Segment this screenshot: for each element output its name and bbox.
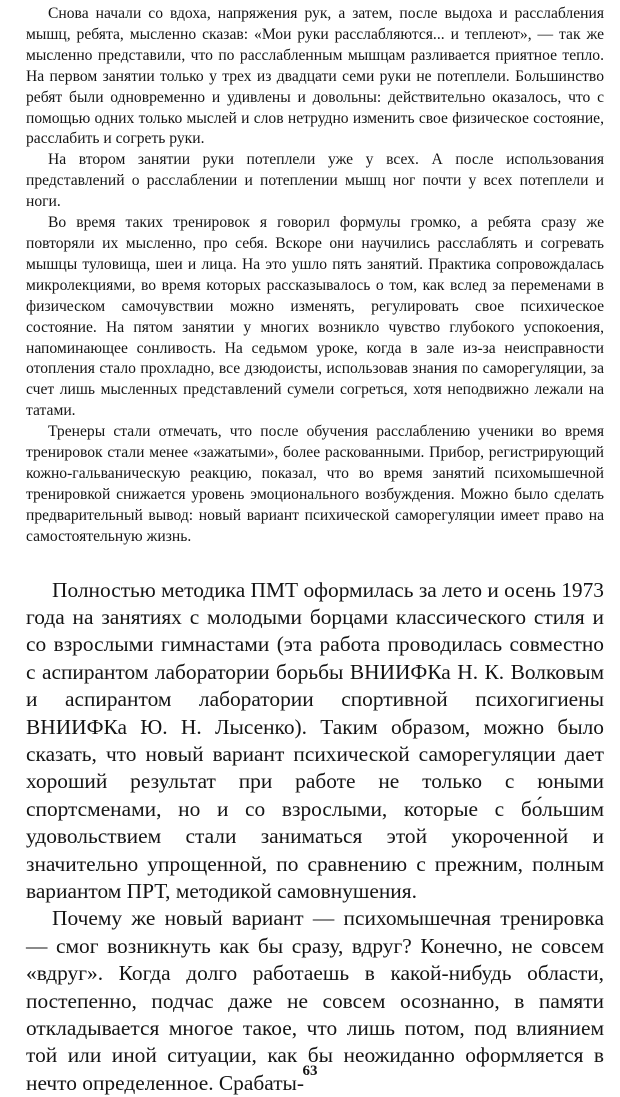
page-number: 63 bbox=[302, 1063, 318, 1079]
small-print-section bbox=[26, 4, 604, 548]
main-text-section bbox=[26, 577, 604, 1097]
paragraph: Снова начали со вдоха, напряжения рук, а затем, после выдоха и расслабления мышц, ребята, мысленно сказав: «Мои руки расслабляются... и теплеют», — так же мысленно представили, что по расслабленным мышцам разливается приятное тепло. На первом занятии только у трех из двадцати семи руки не потеплели. Большинство ребят были одновременно и удивлены и довольны: действительно оказалось, что с помощью одних только мыслей и слов нетрудно изменить свое физическое состояние, расслабить и согреть руки. bbox=[26, 5, 604, 148]
paragraph: Тренеры стали отмечать, что после обучения расслаблению ученики во время тренировок стали менее «зажатыми», более раскованными. Прибор, регистрирующий кожно-гальваническую реакцию, показал, что во время занятий психомышечной тренировкой снижается уровень эмоционального возбуждения. Можно было сделать предварительный вывод: новый вариант психической саморегуляции имеет право на самостоятельную жизнь. bbox=[26, 423, 604, 545]
paragraph: Почему же новый вариант — психомышечная тренировка — смог возникнуть как бы сразу, вдруг? Конечно, не совсем «вдруг». Когда долго работаешь в какой-нибудь области, постепенно, подчас даже не совсем осознанно, в памяти откладывается многое такое, что лишь потом, под влиянием той или иной ситуации, как бы неожиданно оформляется в нечто определенное. Срабаты- bbox=[26, 906, 604, 1095]
paragraph: На втором занятии руки потеплели уже у всех. А после использования представлений о расслаблении и потеплении мышц ног почти у всех потеплели и ноги. bbox=[26, 151, 604, 211]
paragraph: Во время таких тренировок я говорил формулы громко, а ребята сразу же повторяли их мысленно, про себя. Вскоре они научились расслаблять и согревать мышцы туловища, шеи и лица. На это ушло пять занятий. Практика сопровождалась микролекциями, во время которых рассказывалось о том, как вслед за переменами в физическом самочувствии можно изменять, регулировать свое психическое состояние. На пятом занятии у многих возникло чувство глубокого успокоения, напоминающее сонливость. На седьмом уроке, когда в зале из-за неисправности отопления стало прохладно, все дзюдоисты, использовав знания по саморегуляции, за счет лишь мысленных представлений сумели согреться, хотя неподвижно лежали на татами. bbox=[26, 214, 604, 420]
paragraph: Полностью методика ПМТ оформилась за лето и осень 1973 года на занятиях с молодыми борцами классического стиля и со взрослыми гимнастами (эта работа проводилась совместно с аспирантом лаборатории борьбы ВНИИФКа Н. К. Волковым и аспирантом лаборатории спортивной психогигиены ВНИИФКа Ю. Н. Лысенко). Таким образом, можно было сказать, что новый вариант психической саморегуляции дает хороший результат при работе не только с юными спортсменами, но и со взрослыми, которые с бо́льшим удовольствием стали заниматься этой укороченной и значительно упрощенной, по сравнению с прежним, полным вариантом ПРТ, методикой самовнушения. bbox=[26, 577, 604, 904]
book-page bbox=[26, 4, 604, 1097]
